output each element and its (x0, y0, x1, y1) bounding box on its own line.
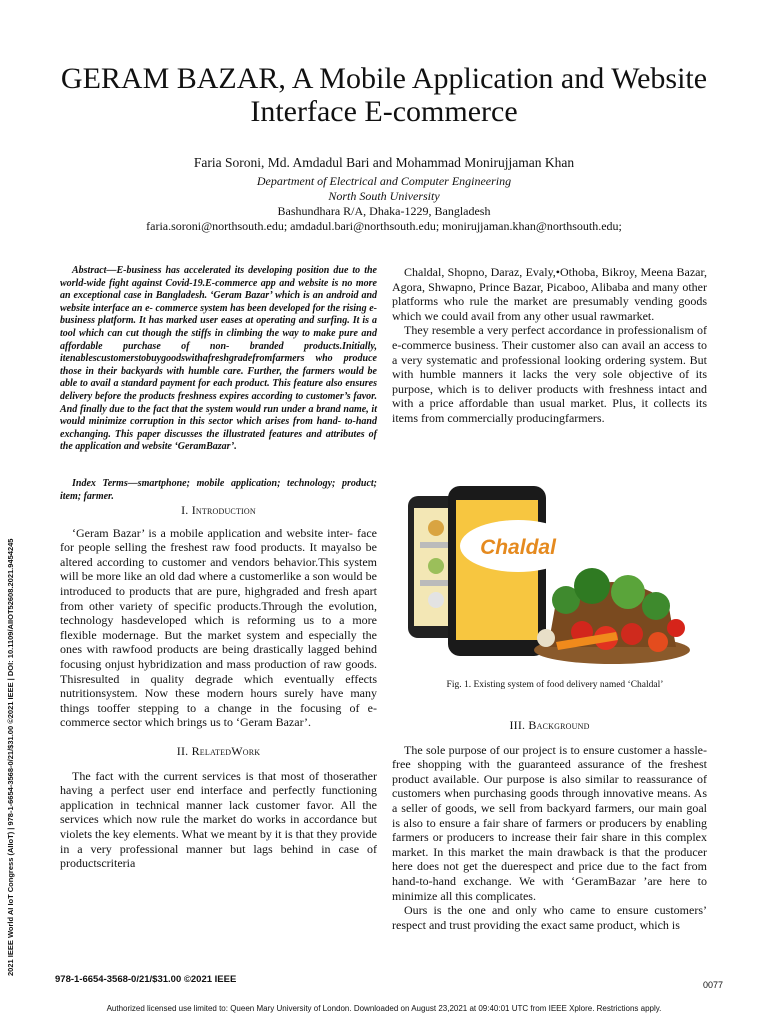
page-title: GERAM BAZAR, A Mobile Application and Website Interface E-commerce (60, 62, 708, 128)
affil-emails: faria.soroni@northsouth.edu; amdadul.bari@northsouth.edu; monirujjaman.khan@northsouth.edu; (146, 219, 622, 233)
background-text-p1: The sole purpose of our project is to ensure customer a hassle-free shopping with the guaranteed assurance of the freshest product available. Our purpose is also similar to reassurance of customers when purchasing goods through innovative means. As a seller of goods, we sell from backyard farmers, our main goal is also to ensure a fair share of farmers or producers by enabling farmers or producers to increase their fair share in this complex market. In this market the main drawback is that the producer here does not get the duerespect and price due to the fact from hand-to-hand exchange. We with ‘GeramBazar ’are here to minimize all this complicates. (392, 742, 707, 903)
background-text-p2: Ours is the one and only who came to ensure customers’ respect and trust providing the exact same product, which is (392, 903, 707, 932)
vegetables-basket (534, 568, 690, 664)
chaldal-logo-text: Chaldal (480, 536, 556, 559)
related-work-continued-p2: They resemble a very perfect accordance in professionalism of e-commerce business. Their customer also can avail an access to a very systematic and professional looking ordering system. But with humble manners it lacks the very sole objective of its purpose, which is to deliver products with freshness intact and with a price affordable than usual market. Plus, it collects its items from commercially producingfarmers. (392, 323, 707, 425)
license-notice: Authorized licensed use limited to: Queen Mary University of London. Downloaded on August 23,2021 at 09:40:01 UTC from IEEE Xplore. Restrictions apply. (106, 1004, 662, 1013)
section-heading-background: III. Background (509, 718, 590, 732)
introduction-text: ‘Geram Bazar’ is a mobile application and website inter- face for people selling the freshest raw food products. It mayalso be altered according to customer and vendors behavior.This system will be more like an old dad where a customerlike a son would be introduced to products that are pure, highgraded and fresh apart from other variety of specific products.Through the evolution, technology hasdeveloped which is reforming us to a more flexible modernage. But the market system and especially the ones with rawfood products are being drastically lagged behind focusing onjust hybridization and mass production of raw goods. Thisresulted in quality degrade which eventually effects nutritionsystem. Now these modern hours surely have many things tooffer stepping to a change in the focusing of e- commerce sector which brings us to ‘Geram Bazar’. (60, 525, 377, 730)
related-work-continued-p1: Chaldal, Shopno, Daraz, Evaly,•Othoba, Bikroy, Meena Bazar, Agora, Shwapno, Prince Bazar, Picaboo, Alibaba and many other platforms who rule the market are presumably vending goods which we could avail from any other usual rawmarket. (392, 265, 707, 323)
figure-caption: Fig. 1. Existing system of food delivery named ‘Chaldal’ (446, 680, 664, 690)
index-terms: Index Terms—smartphone; mobile application; technology; product; item; farmer. (60, 477, 377, 502)
section-heading-introduction: I. Introduction (181, 503, 256, 518)
figure-chaldal (406, 482, 690, 668)
abstract: Abstract—E-business has accelerated its developing position due to the world-wide fight against Covid-19.E-commerce app and website is no more an exceptional case in Bangladesh. ‘Geram Bazar’ which is an android and website interface an e- commerce system has been developed for the rising e-business platform. It has marked user eases at operating and surfing. It is a tool which can cut though the stiffs in climbing the way to make pure and affordable purchase of non- branded products.Initially, itenablescustomerstobuygoodswithafreshgradefromfarmers who produce those in their backyards with humble care. Further, the farmers would be able to avail a standard payment for each product. This feature also ensures delivery before the products freshness expires according to customer’s favor. And finally due to the fact that the system would run under a brand name, it would minimize corruption in this sector which arises from hand- to-hand exchanging. This paper discusses the illustrated features and attributes of the application and website ‘GeramBazar’. (60, 265, 377, 453)
page-number: 0077 (702, 980, 723, 990)
affil-address: Bashundhara R/A, Dhaka-1229, Bangladesh (277, 204, 491, 218)
left-column (60, 265, 377, 871)
affil-dept: Department of Electrical and Computer Engineering (256, 174, 512, 188)
sidebar-citation: 2021 IEEE World AI IoT Congress (AIIoT) | 978-1-6654-3568-0/21/$31.00 ©2021 IEEE | DOI: 10.1109/AIIOT52608.2021.9454245 (6, 538, 15, 976)
section-heading-related-work: II. RelatedWork (176, 744, 261, 758)
right-column-bottom (392, 718, 707, 932)
right-column-top (392, 265, 707, 426)
chaldal-illustration (406, 482, 690, 668)
related-work-text: The fact with the current services is that most of thoserather having a perfect user end interface and perfectly functioning application in technical manner lack customer favor. All the services which now rule the market do works in accordance but violets the key elements. What we meant by it is that they provide in a very professional manner but lags behind in case of productscriteria (60, 768, 377, 871)
affil-university: North South University (328, 189, 440, 203)
authors: Faria Soroni, Md. Amdadul Bari and Mohammad Monirujjaman Khan (193, 155, 575, 170)
footer-isbn: 978-1-6654-3568-0/21/$31.00 ©2021 IEEE (55, 974, 237, 985)
